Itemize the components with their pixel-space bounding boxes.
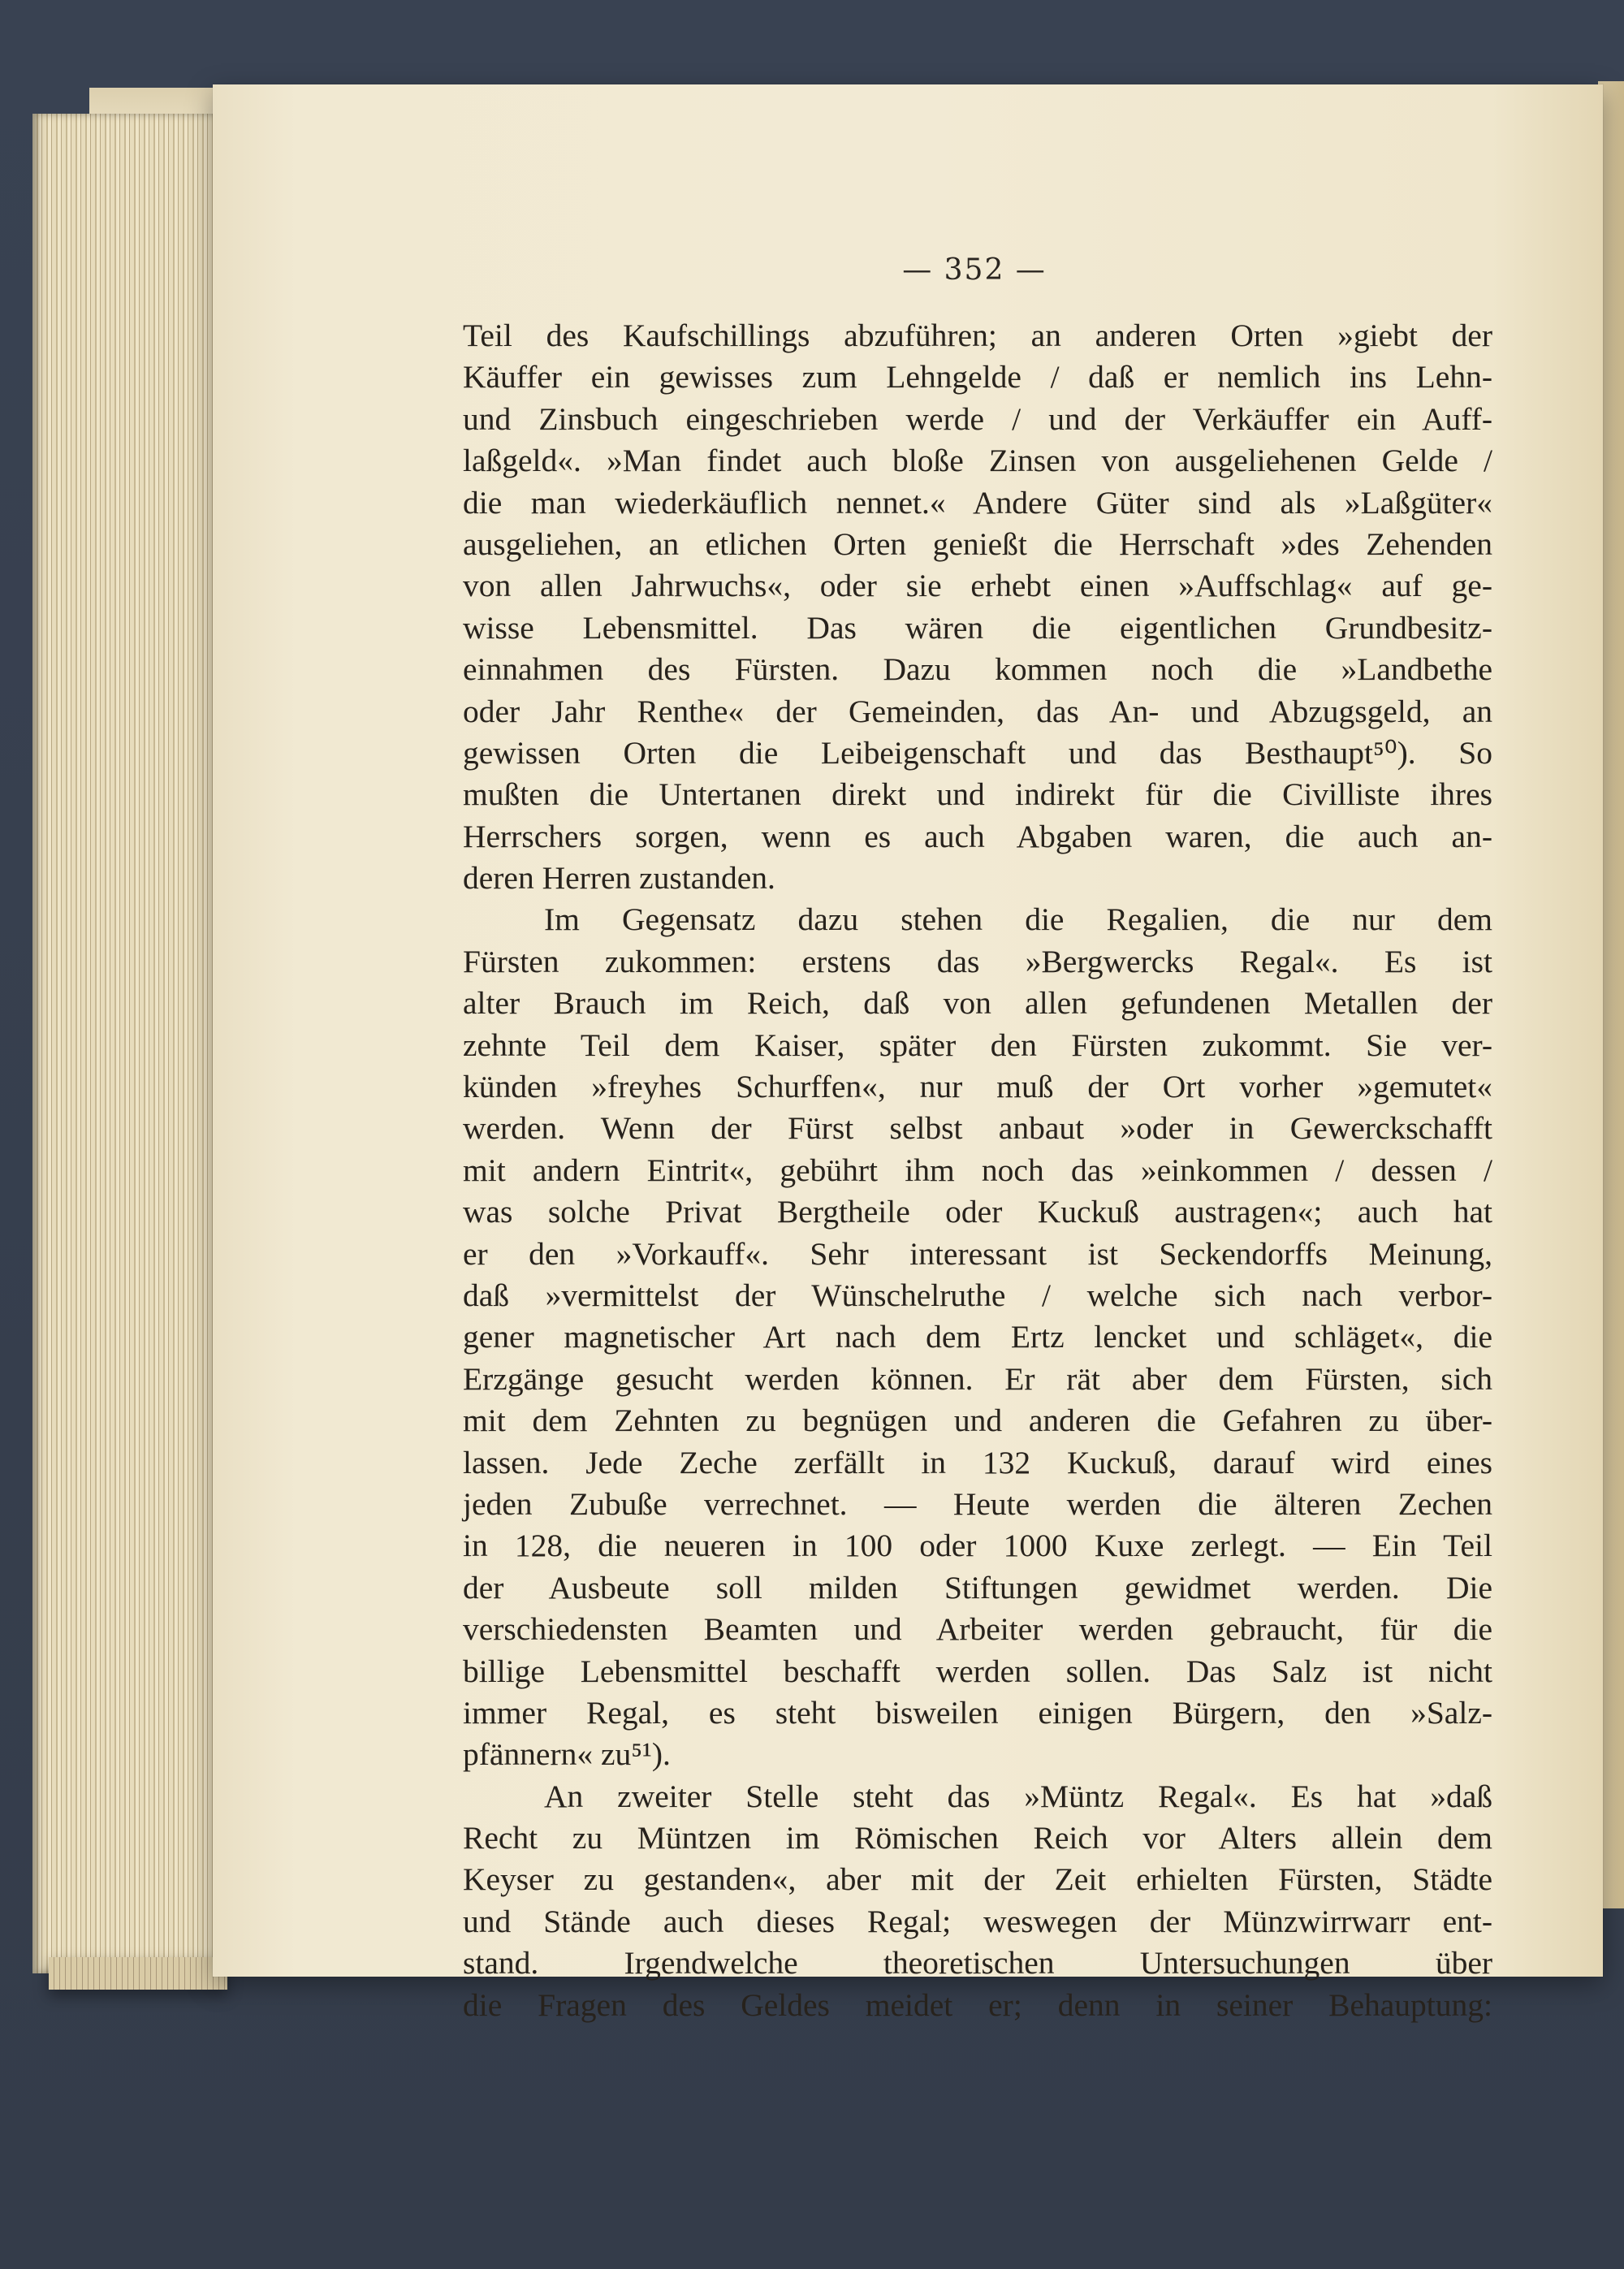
page-stack-edge xyxy=(32,114,219,1973)
text-line: deren Herren zustanden. xyxy=(463,860,775,897)
text-line: oder Jahr Renthe« der Gemeinden, das An- und Abzugsgeld, an xyxy=(463,693,1492,729)
text-line: jeden Zubuße verrechnet. — Heute werden die älteren Zechen xyxy=(463,1485,1492,1522)
text-line: Fürsten zukommen: erstens das »Bergwercks Regal«. Es ist xyxy=(463,943,1492,979)
text-line: billige Lebensmittel beschafft werden sollen. Das Salz ist nicht xyxy=(463,1653,1492,1689)
body-text xyxy=(463,315,1492,2026)
text-line: er den »Vorkauff«. Sehr interessant ist Seckendorffs Meinung, xyxy=(463,1235,1492,1272)
text-line: zehnte Teil dem Kaiser, später den Fürsten zukommt. Sie ver- xyxy=(463,1026,1492,1063)
text-line: einnahmen des Fürsten. Dazu kommen noch die »Landbethe xyxy=(463,651,1492,688)
text-line: Keyser zu gestanden«, aber mit der Zeit erhielten Fürsten, Städte xyxy=(463,1861,1492,1898)
text-line: Herrschers sorgen, wenn es auch Abgaben waren, die auch an- xyxy=(463,818,1492,854)
page-number: — 352 — xyxy=(902,253,1047,287)
text-line: und Zinsbuch eingeschrieben werde / und der Verkäuffer ein Auff- xyxy=(463,400,1492,437)
text-line: mußten die Untertanen direkt und indirekt für die Civilliste ihres xyxy=(463,776,1492,813)
text-line: die man wiederkäuflich nennet.« Andere Güter sind als »Laßgüter« xyxy=(463,484,1492,521)
text-line: immer Regal, es steht bisweilen einigen Bürgern, den »Salz- xyxy=(463,1694,1492,1731)
text-line: werden. Wenn der Fürst selbst anbaut »oder in Gewerckschafft xyxy=(463,1110,1492,1147)
text-line: gener magnetischer Art nach dem Ertz lencket und schläget«, die xyxy=(463,1319,1492,1355)
text-line: Teil des Kaufschillings abzuführen; an anderen Orten »giebt der xyxy=(463,318,1492,353)
paragraph-start-line: An zweiter Stelle steht das »Müntz Regal«. Es hat »daß xyxy=(544,1778,1492,1814)
page-stack-bottom xyxy=(49,1957,227,1990)
text-line: Recht zu Müntzen im Römischen Reich vor Alters allein dem xyxy=(463,1820,1492,1856)
text-line: ausgeliehen, an etlichen Orten genießt die Herrschaft »des Zehenden xyxy=(463,525,1492,562)
text-line: stand. Irgendwelche theoretischen Untersuchungen über xyxy=(463,1945,1492,1982)
text-line: der Ausbeute soll milden Stiftungen gewidmet werden. Die xyxy=(463,1569,1492,1606)
text-line: pfännern« zu⁵¹). xyxy=(463,1736,671,1773)
text-line: mit andern Eintrit«, gebührt ihm noch das »einkommen / dessen / xyxy=(463,1152,1492,1188)
text-line: von allen Jahrwuchs«, oder sie erhebt einen »Auffschlag« auf ge- xyxy=(463,568,1492,604)
text-line: laßgeld«. »Man findet auch bloße Zinsen von ausgeliehenen Gelde / xyxy=(463,443,1492,479)
paragraph-start-line: Im Gegensatz dazu stehen die Regalien, die nur dem xyxy=(544,901,1492,938)
text-line: Erzgänge gesucht werden können. Er rät aber dem Fürsten, sich xyxy=(463,1360,1492,1397)
text-line: in 128, die neueren in 100 oder 1000 Kuxe zerlegt. — Ein Teil xyxy=(463,1528,1492,1564)
text-line: Käuffer ein gewisses zum Lehngelde / daß er nemlich ins Lehn- xyxy=(463,359,1492,395)
text-line: wisse Lebensmittel. Das wären die eigentlichen Grundbesitz- xyxy=(463,609,1492,646)
text-line: die Fragen des Geldes meidet er; denn in seiner Behauptung: xyxy=(463,1986,1492,2023)
text-line: alter Brauch im Reich, daß von allen gefundenen Metallen der xyxy=(463,985,1492,1022)
text-line: was solche Privat Bergtheile oder Kuckuß austragen«; auch hat xyxy=(463,1194,1492,1230)
text-line: daß »vermittelst der Wünschelruthe / welche sich nach verbor- xyxy=(463,1277,1492,1313)
text-line: mit dem Zehnten zu begnügen und anderen die Gefahren zu über- xyxy=(463,1402,1492,1439)
text-line: und Stände auch dieses Regal; weswegen der Münzwirrwarr ent- xyxy=(463,1903,1492,1939)
text-line: lassen. Jede Zeche zerfällt in 132 Kuckuß, darauf wird eines xyxy=(463,1444,1492,1480)
text-line: verschiedensten Beamten und Arbeiter werden gebraucht, für die xyxy=(463,1611,1492,1648)
text-line: gewissen Orten die Leibeigenschaft und das Besthaupt⁵⁰). So xyxy=(463,734,1492,771)
text-line: künden »freyhes Schurffen«, nur muß der Ort vorher »gemutet« xyxy=(463,1069,1492,1105)
